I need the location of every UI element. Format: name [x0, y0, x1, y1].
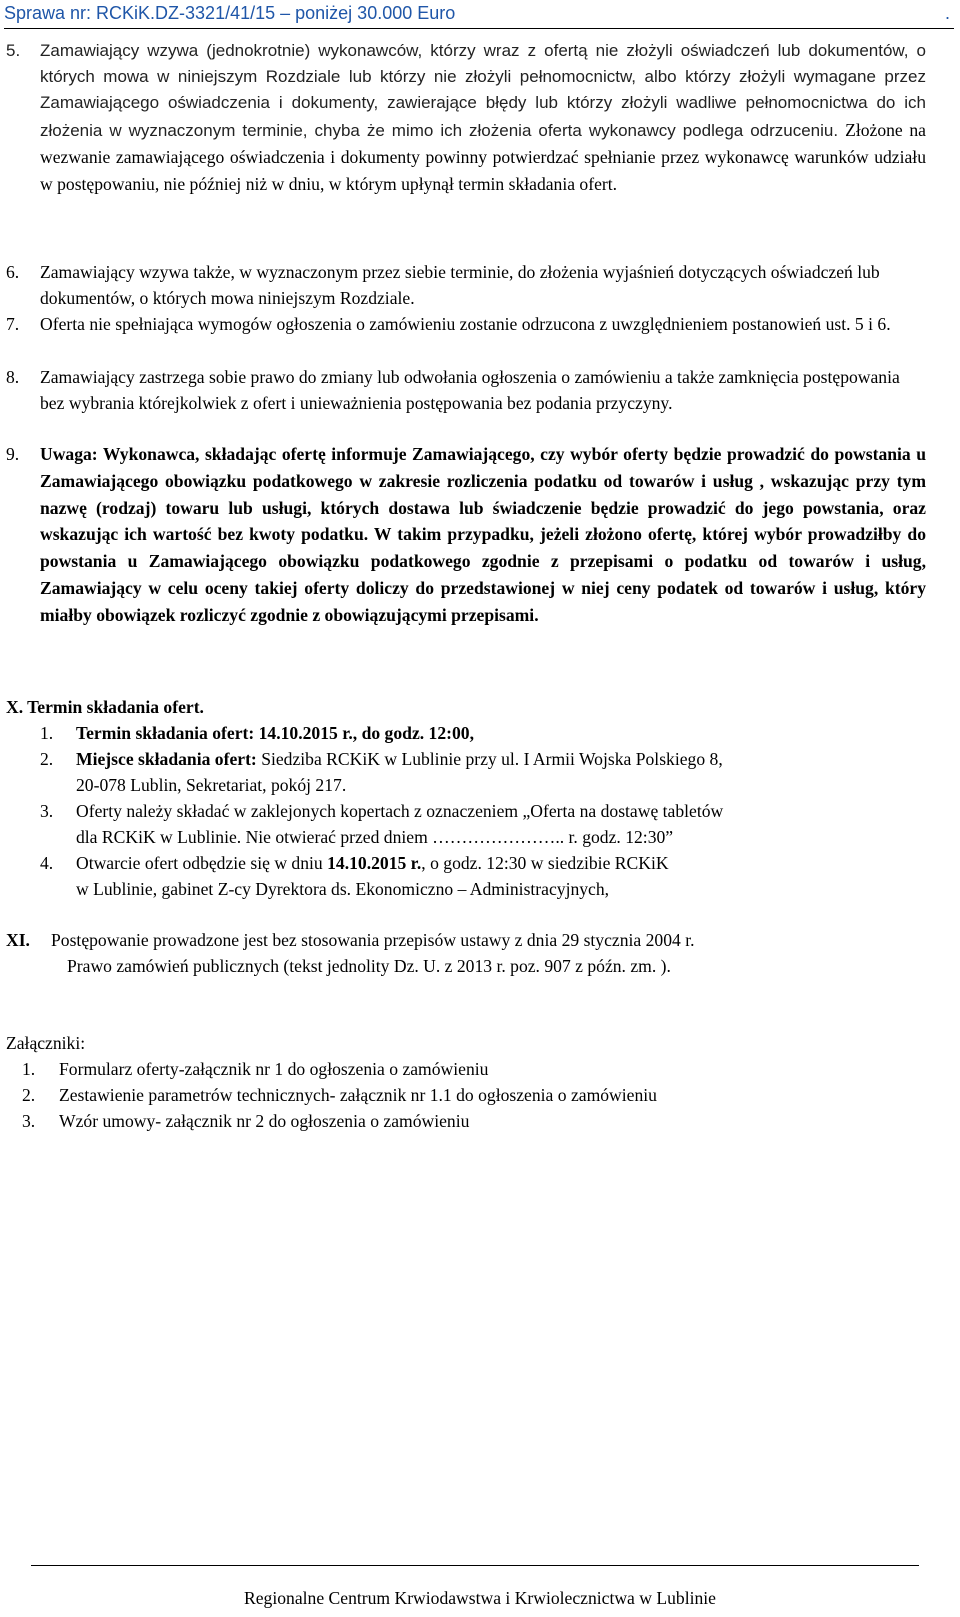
item-number: 2.	[40, 749, 54, 769]
opening-text: Otwarcie ofert odbędzie się w dniu	[76, 853, 328, 873]
paragraph-6-text: Zamawiający wzywa także, w wyznaczonym przez siebie terminie, do złożenia wyjaśnień dotyczących oświadczeń lub dokumentów, o których mowa niniejszym Rozdziale.	[40, 262, 880, 309]
paragraph-5-text-2: Złożone na wezwanie zamawiającego oświadczenia i dokumenty powinny potwierdzać spełnianie przez wykonawcę warunków udziału w postępowaniu, nie później niż w dniu, w którym upłynął termin składania ofert.	[40, 119, 926, 195]
opening-location: w Lublinie, gabinet Z-cy Dyrektora ds. Ekonomiczno – Administracyjnych,	[76, 879, 610, 900]
header-dot: .	[944, 3, 950, 23]
attachments-title: Załączniki:	[6, 1033, 86, 1053]
envelope-text-2: dla RCKiK w Lublinie. Nie otwierać przed dniem ………………….. r. godz. 12:30”	[76, 827, 674, 848]
envelope-text: Oferty należy składać w zaklejonych kopertach z oznaczeniem „Oferta na dostawę tabletów	[76, 801, 724, 821]
paragraph-8-text: Zamawiający zastrzega sobie prawo do zmiany lub odwołania ogłoszenia o zamówieniu a także zamknięcia postępowania bez wybrania którejkolwiek z ofert i unieważnienia postępowania bez podania przyczyny.	[40, 367, 900, 414]
section-xi-line-1: Postępowanie prowadzone jest bez stosowania przepisów ustawy z dnia 29 stycznia 2004 r.	[51, 930, 695, 950]
opening-time: , o godz. 12:30 w siedzibie RCKiK	[421, 853, 669, 873]
paragraph-number: 5.	[6, 41, 21, 60]
paragraph-number: 8.	[6, 367, 20, 387]
section-xi-number: XI.	[6, 930, 30, 950]
paragraph-7-text: Oferta nie spełniająca wymogów ogłoszenia o zamówieniu zostanie odrzucona z uwzględnieniem postanowień ust. 5 i 6.	[40, 314, 891, 334]
place-label: Miejsce składania ofert:	[76, 749, 257, 769]
place-address: 20-078 Lublin, Sekretariat, pokój 217.	[76, 775, 347, 796]
paragraph-number: 7.	[6, 314, 20, 334]
attachment-text: Wzór umowy- załącznik nr 2 do ogłoszenia o zamówieniu	[59, 1111, 470, 1131]
deadline-text: Termin składania ofert: 14.10.2015 r., do godz. 12:00,	[76, 723, 474, 743]
page-header	[4, 0, 954, 29]
paragraph-5-body	[40, 38, 926, 198]
paragraph-number: 9.	[6, 444, 20, 464]
footer-divider	[31, 1565, 919, 1566]
attachment-text: Zestawienie parametrów technicznych- załącznik nr 1.1 do ogłoszenia o zamówieniu	[59, 1085, 657, 1105]
page-footer: Regionalne Centrum Krwiodawstwa i Krwiolecznictwa w Lublinie	[244, 1588, 716, 1608]
opening-date: 14.10.2015 r.	[327, 853, 422, 873]
paragraph-number: 6.	[6, 262, 20, 282]
item-number: 4.	[40, 853, 54, 873]
attachment-text: Formularz oferty-załącznik nr 1 do ogłoszenia o zamówieniu	[59, 1059, 489, 1079]
item-number: 3.	[22, 1111, 36, 1131]
item-number: 3.	[40, 801, 54, 821]
section-x-heading: X. Termin składania ofert.	[6, 697, 204, 717]
case-number: Sprawa nr: RCKiK.DZ-3321/41/15 – poniżej 30.000 Euro	[4, 3, 456, 23]
paragraph-9-text: Uwaga: Wykonawca, składając ofertę informuje Zamawiającego, czy wybór oferty będzie prowadzić do powstania u Zamawiającego obowiązku podatkowego w zakresie rozliczenia podatku od towarów i usług , wskazując przy tym nazwę (rodzaj) towaru lub usługi, których dostawa lub świadczenie będzie prowadzić do jego powstania, oraz wskazując ich wartość bez kwoty podatku. W takim przypadku, jeżeli złożono ofertę, której wybór prowadziłby do powstania u Zamawiającego obowiązku podatkowego zgodnie z przepisami o podatku od towarów i usług, Zamawiający w celu oceny takiej oferty doliczy do przedstawionej w niej ceny podatek od towarów i usług, który miałby obowiązek rozliczyć zgodnie z obowiązującymi przepisami.	[40, 444, 926, 625]
item-number: 1.	[40, 723, 54, 743]
paragraph-5-text: Zamawiający wzywa (jednokrotnie) wykonawców, którzy wraz z ofertą nie złożyli oświadczeń lub dokumentów, o których mowa w niniejszym Rozdziale lub którzy nie złożyli pełnomocnictw, albo którzy złożyli wymagane przez Zamawiającego oświadczenia i dokumenty, zawierające błędy lub którzy złożyli wadliwe pełnomocnictwa do ich złożenia w wyznaczonym terminie, chyba że mimo ich złożenia oferta wykonawcy podlega odrzuceniu.	[40, 41, 926, 140]
place-text: Siedziba RCKiK w Lublinie przy ul. I Armii Wojska Polskiego 8,	[256, 749, 723, 769]
item-number: 1.	[22, 1059, 36, 1079]
section-xi-line-2: Prawo zamówień publicznych (tekst jednolity Dz. U. z 2013 r. poz. 907 z późn. zm. ).	[67, 956, 671, 977]
item-number: 2.	[22, 1085, 36, 1105]
